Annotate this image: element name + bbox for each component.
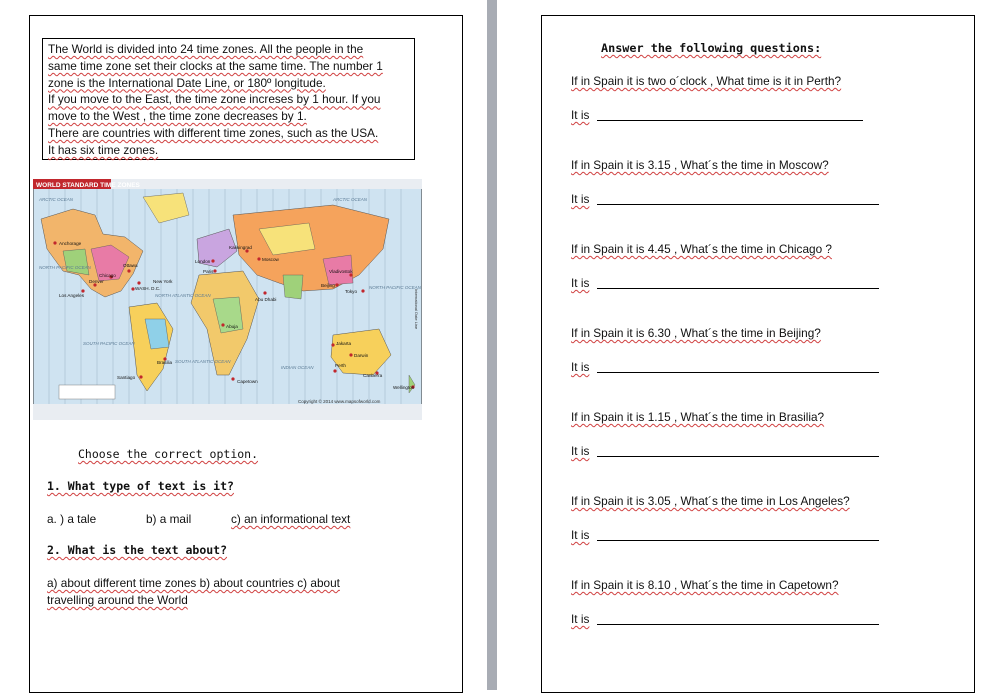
left-page (0, 0, 487, 690)
ocean-label: INDIAN OCEAN (281, 365, 314, 370)
city-label: Los Angeles (59, 293, 85, 298)
ocean-label: NORTH ATLANTIC OCEAN (155, 293, 211, 298)
world-time-zones-map[interactable] (33, 179, 422, 420)
question-moscow: If in Spain it is 3.15 , What´s the time in Moscow? (571, 158, 829, 172)
intro-line: There are countries with different time zones, such as the USA. (48, 125, 379, 140)
question-brasilia: If in Spain it is 1.15 , What´s the time in Brasilia? (571, 410, 825, 424)
intro-line: It has six time zones. (48, 142, 159, 157)
answer-line[interactable] (597, 372, 879, 373)
city-label: New York (153, 279, 173, 284)
q1-option-c[interactable]: c) an informational text (231, 512, 351, 526)
answer-label: It is (571, 528, 590, 542)
q2-options-line-2[interactable]: travelling around the World (47, 593, 188, 607)
answer-label: It is (571, 360, 590, 374)
answer-label: It is (571, 276, 590, 290)
city-label: Darwin (354, 353, 369, 358)
intro-line: move to the West , the time zone decreases by 1. (48, 109, 307, 124)
answer-line[interactable] (597, 456, 879, 457)
answer-label: It is (571, 108, 590, 122)
city-label: Canberra (363, 373, 383, 378)
city-label: Capetown (237, 379, 258, 384)
answer-line[interactable] (597, 624, 879, 625)
city-label: Moscow (262, 257, 279, 262)
q1-option-b[interactable]: b) a mail (146, 512, 192, 526)
city-label: Perth (335, 363, 346, 368)
intro-line: If you move to the East, the time zone increses by 1 hour. If you (48, 92, 381, 107)
date-line-label: International Date Line (414, 289, 419, 330)
ocean-label: ARCTIC OCEAN (39, 197, 74, 202)
question-perth: If in Spain it is two o´clock , What time is it in Perth? (571, 74, 842, 88)
answer-title: Answer the following questions: (601, 41, 822, 55)
city-label: Jakarta (336, 341, 352, 346)
city-label: Wellington (393, 385, 415, 390)
answer-label: It is (571, 444, 590, 458)
question-los-angeles: If in Spain it is 3.05 , What´s the time in Los Angeles? (571, 494, 850, 508)
city-label: Abu Dhabi (255, 297, 277, 302)
ocean-label: SOUTH ATLANTIC OCEAN (175, 359, 231, 364)
city-label: London (195, 259, 211, 264)
map-copyright: Copyright © 2014 www.mapsofworld.com (298, 399, 381, 404)
city-label: Brasilia (157, 360, 173, 365)
city-label: Vladivostok (329, 269, 353, 274)
q1-option-a[interactable]: a. ) a tale (47, 512, 97, 526)
city-label: Denver (89, 279, 104, 284)
question-2: 2. What is the text about? (47, 543, 228, 557)
map-title: WORLD STANDARD TIME ZONES (36, 182, 140, 189)
map-scale-box (59, 385, 115, 399)
answer-label: It is (571, 192, 590, 206)
city-label: Chicago (99, 273, 116, 278)
intro-line: The World is divided into 24 time zones. All the people in the (48, 42, 364, 56)
city-label: Beijing (321, 283, 335, 288)
right-page (497, 0, 992, 690)
ocean-label: SOUTH PACIFIC OCEAN (83, 341, 135, 346)
city-label: Santiago (117, 375, 136, 380)
question-capetown: If in Spain it is 8.10 , What´s the time in Capetown? (571, 578, 839, 592)
answer-line[interactable] (597, 120, 863, 121)
answer-label: It is (571, 612, 590, 626)
city-label: Ottawa (123, 263, 138, 268)
answer-line[interactable] (597, 204, 879, 205)
intro-line: same time zone set their clocks at the same time. The number 1 (48, 58, 383, 73)
quiz-title: Choose the correct option. (78, 447, 259, 461)
city-label: Kaliningrad (229, 245, 252, 250)
intro-textbox[interactable] (42, 38, 415, 160)
city-label: Tokyo (345, 289, 357, 294)
city-label: WASH. D.C. (135, 286, 161, 291)
question-beijing: If in Spain it is 6.30 , What´s the time in Beijing? (571, 326, 821, 340)
ocean-label: NORTH PACIFIC OCEAN (369, 285, 421, 290)
city-label: Abuja (226, 324, 238, 329)
intro-line: zone is the International Date Line, or 180º longitude. (48, 75, 326, 90)
question-chicago: If in Spain it is 4.45 , What´s the time in Chicago ? (571, 242, 832, 256)
ocean-label: ARCTIC OCEAN (333, 197, 368, 202)
q2-options-line-1[interactable]: a) about different time zones b) about countries c) about (47, 576, 340, 590)
city-label: Paris (203, 269, 214, 274)
answer-line[interactable] (597, 288, 879, 289)
ocean-label: NORTH PACIFIC OCEAN (39, 265, 91, 270)
city-label: Anchorage (59, 241, 82, 246)
question-1: 1. What type of text is it? (47, 479, 234, 493)
answer-line[interactable] (597, 540, 879, 541)
page-gap (487, 0, 497, 690)
